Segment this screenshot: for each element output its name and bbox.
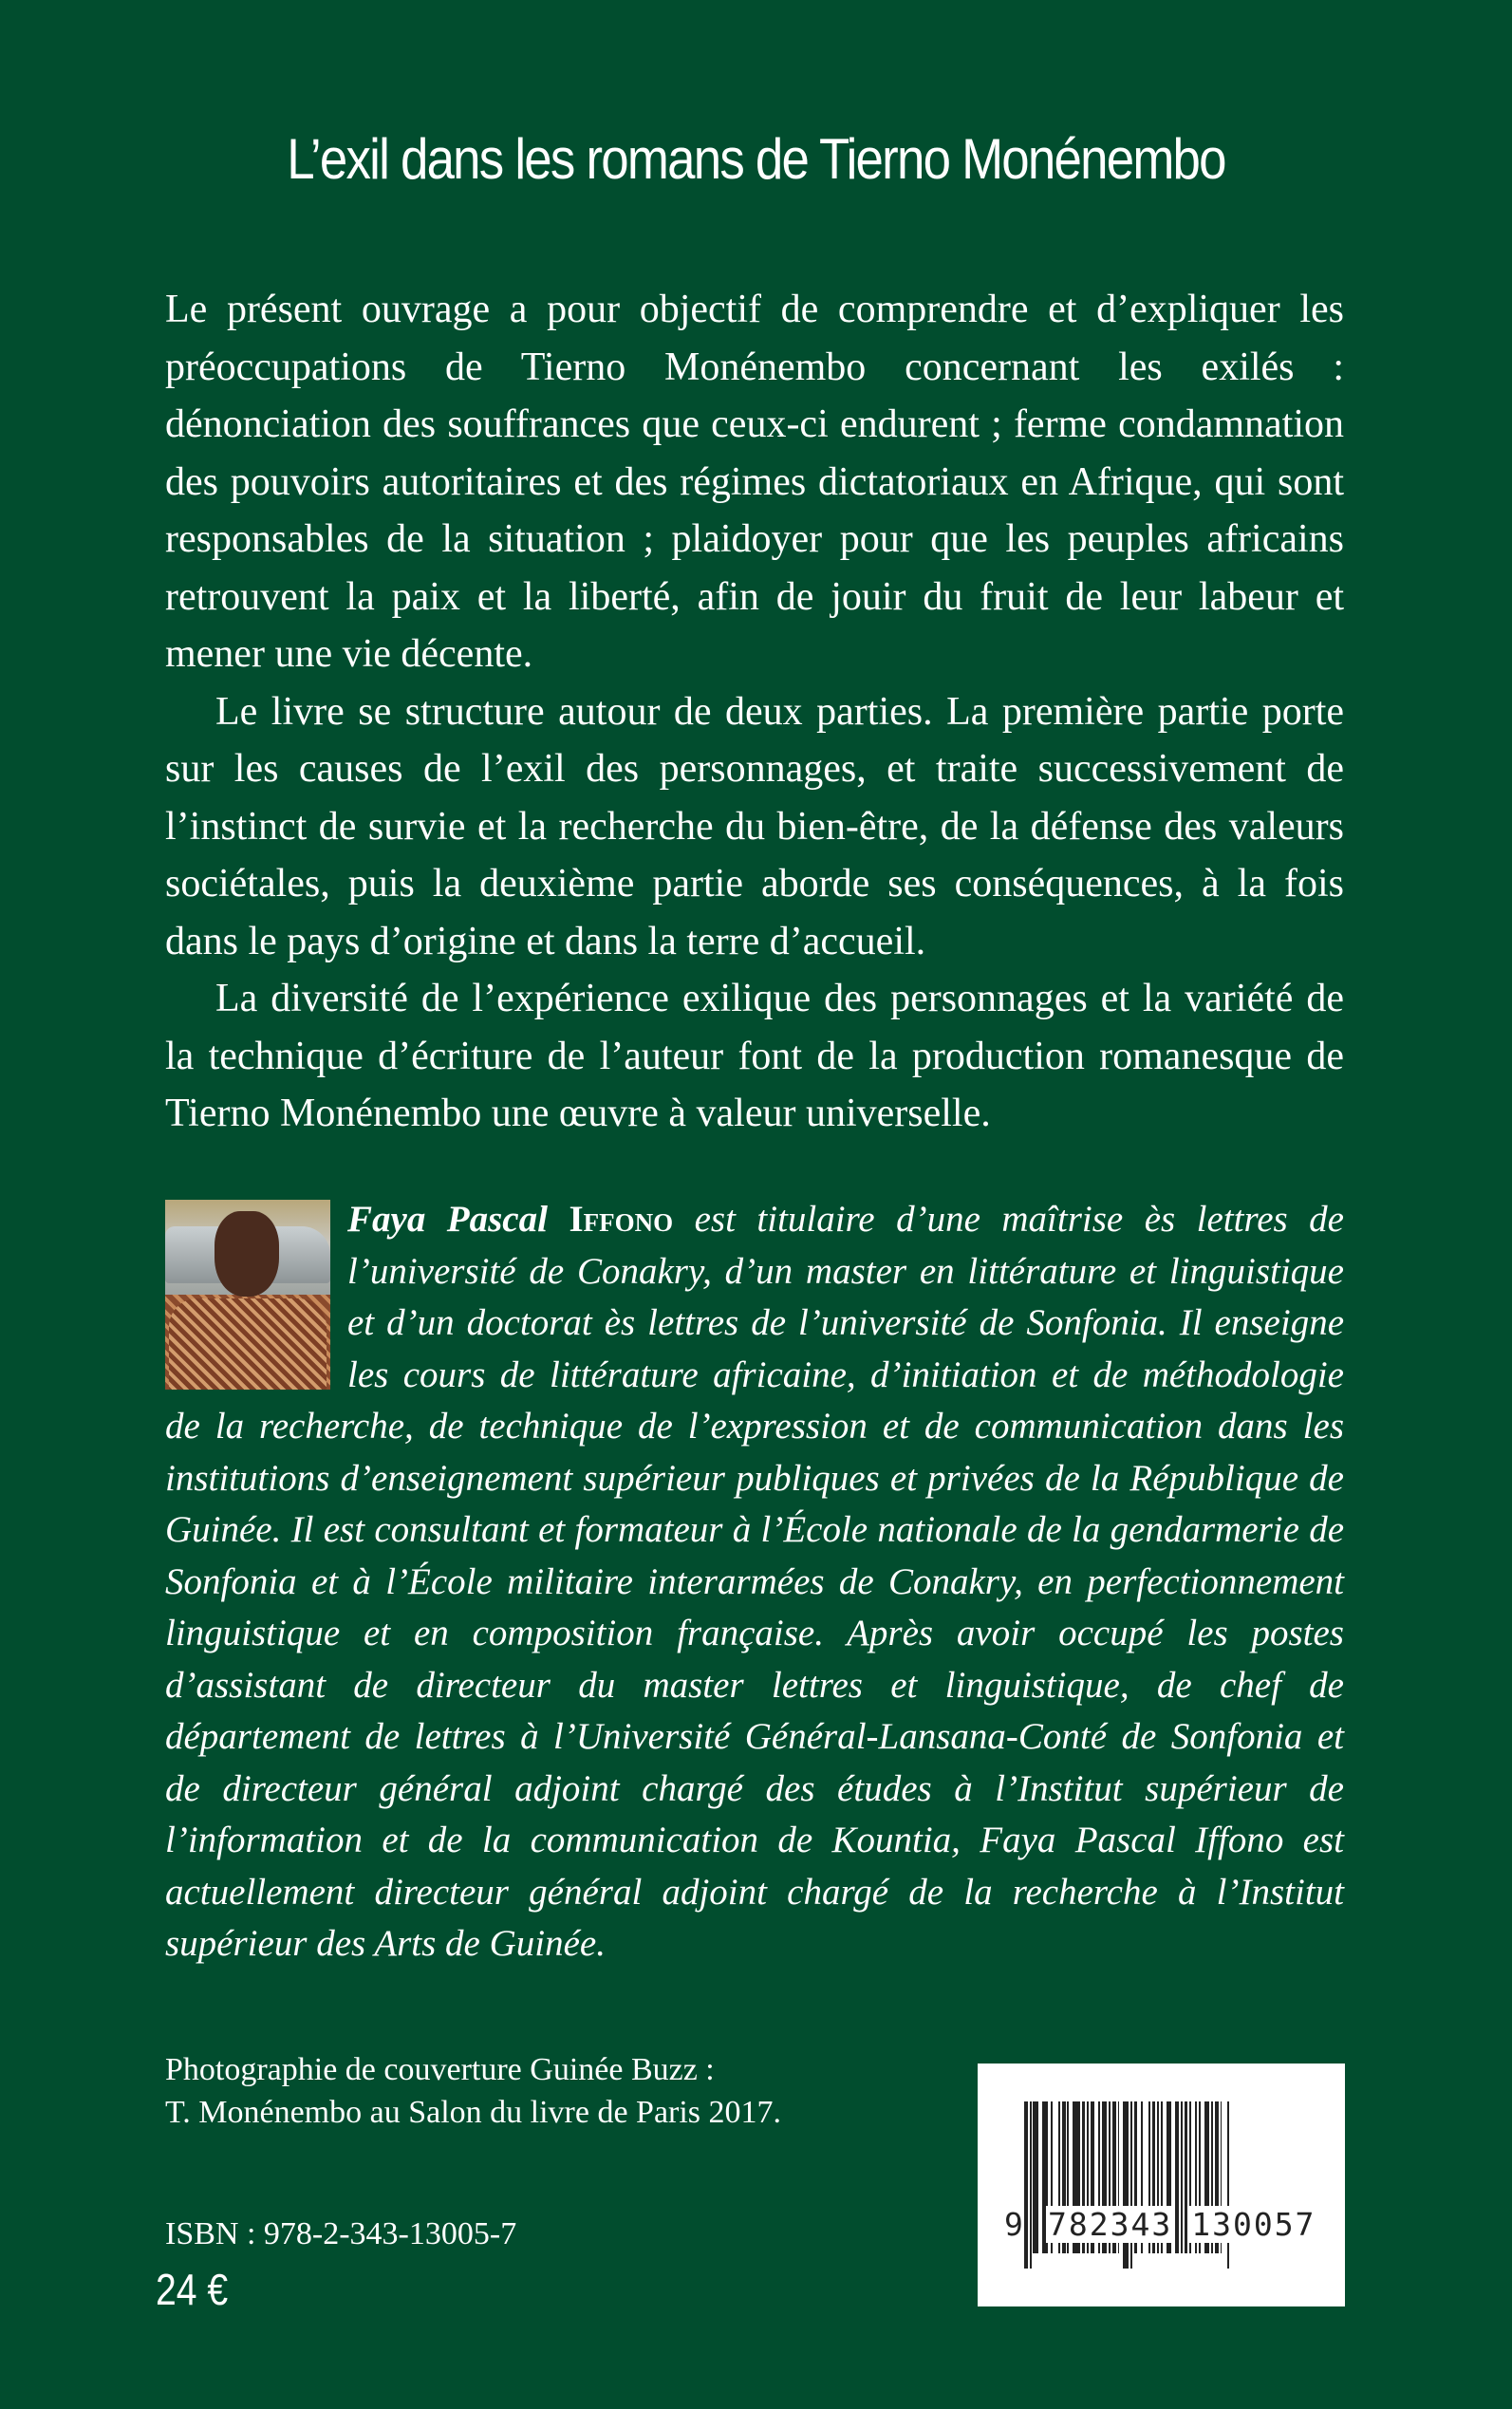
summary-paragraph-1: Le présent ouvrage a pour objectif de comprendre et d’expliquer les préoccupations de Tierno Monénembo concernant les exilés : dénonciation des souffrances que ceux-ci endurent ; ferme condamnation des pouvoirs autoritaires et des régimes dictatoriaux en Afrique, qui sont responsables de la situation ; plaidoyer pour que les peuples africains retrouvent la paix et la liberté, afin de jouir du fruit de leur labeur et mener une vie décente. — [165, 288, 1344, 676]
summary — [165, 281, 1344, 1143]
author-bio — [165, 1194, 1344, 1970]
credit-line-2: T. Monénembo au Salon du livre de Paris 2017. — [165, 2095, 782, 2130]
photo-credits — [165, 2048, 781, 2134]
barcode-group-2: 130057 — [1191, 2206, 1316, 2243]
isbn: ISBN : 978-2-343-13005-7 — [165, 2216, 517, 2251]
barcode — [978, 2064, 1345, 2306]
author-first-name: Faya Pascal — [347, 1199, 569, 1240]
barcode-first-digit: 9 — [1004, 2206, 1025, 2243]
summary-paragraph-3: La diversité de l’expérience exilique des personnages et la variété de la technique d’écriture de l’auteur font de la production romanesque de Tierno Monénembo une œuvre à valeur universelle. — [165, 977, 1344, 1135]
author-photo — [165, 1200, 330, 1390]
credit-line-1: Photographie de couverture Guinée Buzz : — [165, 2052, 715, 2087]
summary-paragraph-2: Le livre se structure autour de deux parties. La première partie porte sur les causes de l’exil des personnages, et traite successivement de l’instinct de survie et la recherche du bien-être, de la défense des valeurs sociétales, puis la deuxième partie aborde ses conséquences, à la fois dans le pays d’origine et dans la terre d’accueil. — [165, 689, 1344, 963]
barcode-group-1: 782343 — [1048, 2206, 1173, 2243]
author-last-name: Iffono — [569, 1199, 674, 1240]
book-title: L’exil dans les romans de Tierno Monénembo — [287, 127, 1225, 191]
author-bio-text: est titulaire d’une maîtrise ès lettres de l’université de Conakry, d’un master en littérature et linguistique et d’un doctorat ès lettres de l’université de Sonfonia. Il enseigne les cours de littérature africaine, d’initiation et de méthodologie de la recherche, de technique de l’expression et de communication dans les institutions d’enseignement supérieur publiques et privées de la République de Guinée. Il est consultant et formateur à l’École nationale de la gendarmerie de Sonfonia et à l’École militaire interarmées de Conakry, en perfectionnement linguistique et en composition française. Après avoir occupé les postes d’assistant de directeur du master lettres et linguistique, de chef de département de lettres à l’Université Général-Lansana-Conté de Sonfonia et de directeur général adjoint chargé des études à l’Institut supérieur de l’information et de la communication de Kountia, Faya Pascal Iffono est actuellement directeur général adjoint chargé de la recherche à l’Institut supérieur des Arts de Guinée. — [165, 1199, 1344, 1964]
price: 24 € — [156, 2265, 229, 2314]
barcode-digits — [1004, 2206, 1317, 2243]
